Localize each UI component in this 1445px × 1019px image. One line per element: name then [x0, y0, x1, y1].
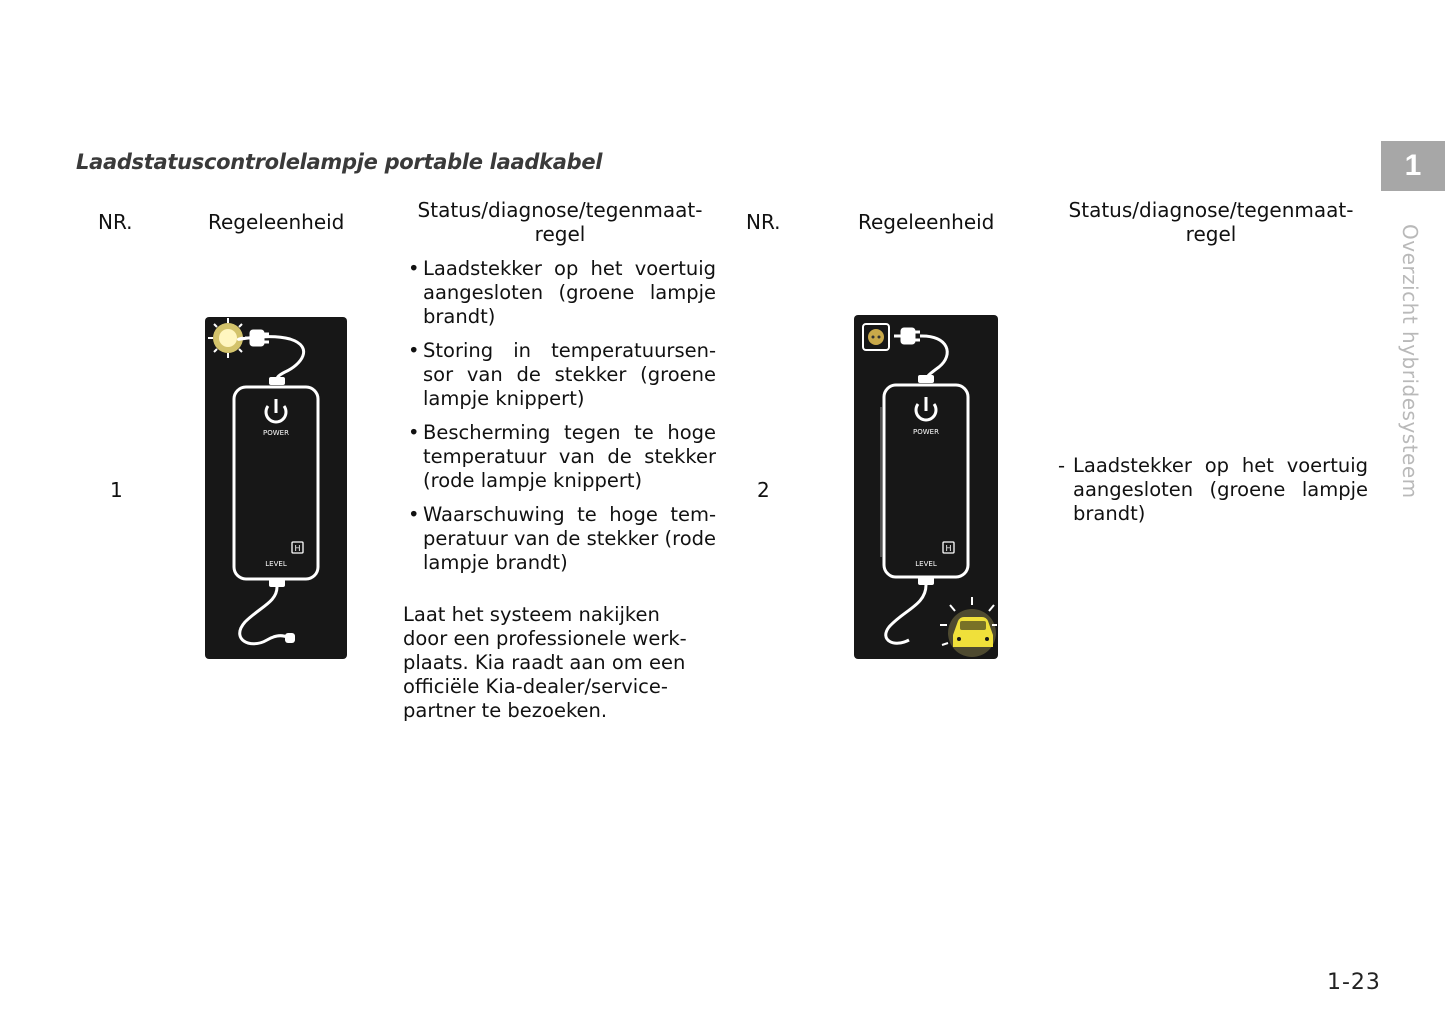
chapter-side-label: Overzicht hybridesysteem — [1398, 224, 1422, 499]
power-icon — [266, 399, 286, 422]
status-list-left — [408, 257, 716, 585]
row-number-right: 2 — [757, 478, 770, 502]
header-unit-left: Regeleenheid — [208, 210, 345, 234]
header-status-right: Status/diagnose/tegenmaat- regel — [1068, 198, 1354, 246]
header-nr-left: NR. — [98, 210, 133, 234]
power-label: POWER — [263, 429, 289, 437]
header-status-left: Status/diagnose/tegenmaat- regel — [417, 198, 703, 246]
status-item: • Laadstekker op het voertuig aangesloten (groene lampje brandt) — [408, 257, 716, 329]
plug-icon — [894, 329, 920, 343]
page-number: 1-23 — [1327, 970, 1381, 995]
advice-text: Laat het systeem nakijken door een professionele werk-plaats. Kia raadt aan om een officiële Kia-dealer/service-partner te bezoeken. — [403, 603, 687, 722]
section-title: Laadstatuscontrolelampje portable laadkabel — [76, 150, 603, 174]
row-number-left: 1 — [110, 478, 123, 502]
power-icon — [916, 397, 936, 420]
level-label: LEVEL — [265, 560, 287, 568]
power-label: POWER — [913, 428, 939, 436]
level-label: LEVEL — [915, 560, 937, 568]
status-item: • Bescherming tegen te hoge temperatuur van de stekker (rode lampje knippert) — [408, 421, 716, 493]
charger-illustration-2 — [854, 315, 998, 659]
car-lamp-glow-icon — [940, 597, 997, 657]
header-unit-right: Regeleenheid — [858, 210, 995, 234]
status-item: • Storing in temperatuursen-sor van de stekker (groene lampje knippert) — [408, 339, 716, 411]
plug-lamp-icon — [863, 324, 889, 350]
status-item: • Waarschuwing te hoge tem-peratuur van de stekker (rode lampje brandt) — [408, 503, 716, 575]
chapter-tab: 1 — [1381, 141, 1445, 191]
status-list-right — [1058, 454, 1368, 536]
header-nr-right: NR. — [746, 210, 781, 234]
charger-illustration-1 — [205, 317, 347, 659]
status-item: - Laadstekker op het voertuig aangesloten (groene lampje brandt) — [1058, 454, 1368, 526]
level-indicator-letter: H — [294, 544, 301, 553]
level-indicator-letter: H — [945, 544, 952, 553]
